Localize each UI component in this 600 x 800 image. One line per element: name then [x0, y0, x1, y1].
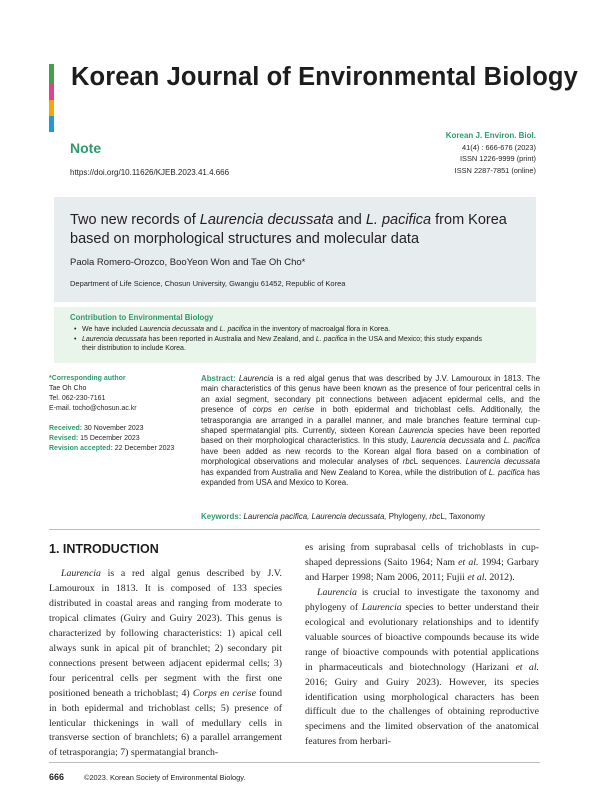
- color-bar-green: [49, 64, 54, 83]
- page-number: 666: [49, 772, 65, 782]
- color-bar-blue: [49, 116, 54, 132]
- issn-print: ISSN 1226-9999 (print): [460, 154, 536, 163]
- paragraph: es arising from suprabasal cells of trichoblasts in cup-shaped depressions (Saito 1964; Nam et al. 1994; Garbary and Harper 1998; Nam 2006, 2011; Fujii et al. 2012).: [305, 542, 539, 583]
- color-bar-pink: [49, 83, 54, 100]
- body-column-right: [305, 541, 539, 750]
- revised-date: Revised: 15 December 2023: [49, 435, 140, 442]
- corresponding-author-name: Tae Oh Cho: [49, 385, 87, 392]
- accepted-date: Revision accepted: 22 December 2023: [49, 445, 175, 452]
- footer-divider: [49, 762, 540, 763]
- volume-pages: 41(4) : 666-676 (2023): [462, 142, 536, 152]
- body-column-left: [49, 567, 282, 761]
- keywords: Keywords: Laurencia pacifica, Laurencia decussata, Phylogeny, rbcL, Taxonomy: [201, 512, 485, 521]
- section-heading: 1. INTRODUCTION: [49, 542, 159, 556]
- list-item: • Laurencia decussata has been reported in Australia and New Zealand, and L. pacifica in the USA and Mexico; this study expands their distribution to include Korea.: [70, 335, 490, 354]
- corresponding-author-label: *Corresponding author: [49, 375, 126, 382]
- issn-online: ISSN 2287-7851 (online): [454, 165, 536, 175]
- copyright-notice: ©2023. Korean Society of Environmental Biology.: [84, 773, 246, 782]
- citation-block: [446, 130, 536, 176]
- article-type-label: Note: [70, 140, 102, 156]
- phone: Tel. 062-230-7161: [49, 395, 106, 402]
- doi-link[interactable]: https://doi.org/10.11626/KJEB.2023.41.4.666: [70, 168, 230, 177]
- journal-abbreviation: Korean J. Environ. Biol.: [445, 131, 536, 140]
- author-info-sidebar: [49, 374, 199, 454]
- paragraph: Laurencia is crucial to investigate the taxonomy and phylogeny of Laurencia species to better understand their ecological and evolutionary relationships and to identify valuable sources of bioactive compounds because its wide range of bioactive compounds with potential applications in pharmaceuticals and biotechnology (Harizani et al. 2016; Guiry and Guiry 2023). However, its species identification using morphological characters has been difficult due to the challenges of obtaining reproductive specimens and the limited observation of the anatomical features from herbari-: [305, 586, 539, 748]
- list-item: • We have included Laurencia decussata and L. pacifica in the inventory of macroalgal flora in Korea.: [70, 325, 490, 335]
- contribution-heading: Contribution to Environmental Biology: [70, 313, 214, 322]
- affiliation: Department of Life Science, Chosun University, Gwangju 61452, Republic of Korea: [70, 279, 346, 288]
- article-title: Two new records of Laurencia decussata and L. pacifica from Korea based on morphological structures and molecular data: [70, 212, 507, 247]
- paragraph: Laurencia is a red algal genus described by J.V. Lamouroux in 1813. It is composed of 133 species distributed in coastal areas and ranging from moderate to tropical climates (Guiry and Guiry 2023). This genus is characterized by following characteristics: 1) apical cell always sunk in apical pit of branchlet; 2) secondary pit connections present between adjacent epidermal cells; 3) four pericentral cells per segment with the first one positioned beneath a trichoblast; 4) Corps en cerise found in both epidermal and trichoblast cells; 5) presence of lenticular thickenings in wall of medullary cells in transverse section of branchlets; 6) a parallel arrangement of tetrasporangia; 7) spermatangial branch-: [49, 568, 282, 759]
- email[interactable]: E-mail. tocho@chosun.ac.kr: [49, 405, 137, 412]
- abstract: Abstract: Laurencia is a red algal genus that was described by J.V. Lamouroux in 1813. The main characteristics of this genus have been known as the presence of four pericentral cells in an axial segment, secondary pit connections between adjacent epidermal cells, and the presence of corps en cerise in both epidermal and trichoblast cells. Additionally, the tetrasporangia are arranged in a parallel manner, and male branches feature terminal cup-shaped spermatangial pits. Currently, sixteen Korean Laurencia species have been reported based on their morphological characteristics. In this study, Laurencia decussata and L. pacifica have been added as new records to the Korean algal flora based on a combination of morphological observations and molecular analyses of rbcL sequences. Laurencia decussata has expanded from Australia and New Zealand to Korea, while the distribution of L. pacifica has expanded from USA and Mexico to Korea.: [201, 374, 540, 488]
- received-date: Received: 30 November 2023: [49, 425, 144, 432]
- journal-title: Korean Journal of Environmental Biology: [71, 63, 578, 91]
- author-list: Paola Romero-Orozco, BooYeon Won and Tae Oh Cho*: [70, 257, 306, 268]
- divider: [49, 529, 540, 530]
- color-bar-orange: [49, 100, 54, 116]
- contribution-list: [70, 325, 490, 354]
